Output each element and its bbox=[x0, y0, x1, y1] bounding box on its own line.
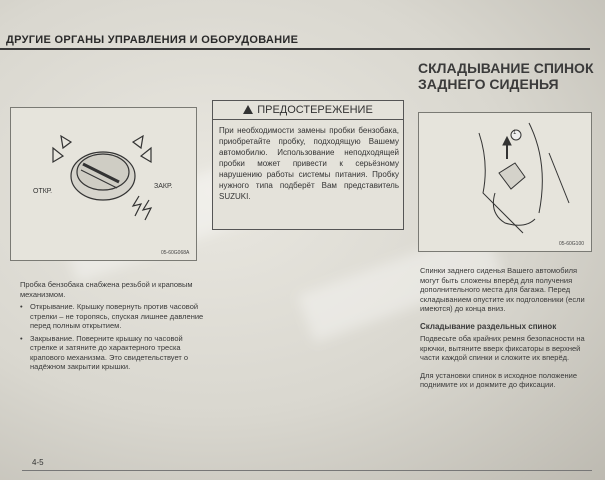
warning-icon bbox=[243, 105, 253, 114]
page-number: 4-5 bbox=[32, 458, 44, 467]
bullet-opening: • Открывание. Крышку повернуть против часовой стрелки – не торопясь, спуская лишнее давление перед полным открытием. bbox=[20, 302, 205, 331]
left-column-text bbox=[20, 280, 205, 375]
right-column-text bbox=[420, 266, 592, 393]
right-title-line1: СКЛАДЫВАНИЕ СПИНОК bbox=[418, 60, 594, 76]
seat-illustration bbox=[419, 113, 591, 251]
fuel-cap-intro: Пробка бензобака снабжена резьбой и краповым механизмом. bbox=[20, 280, 193, 299]
seat-subheading: Складывание раздельных спинок bbox=[420, 321, 557, 331]
seat-step1: Подвесьте оба крайних ремня безопасности на крючки, вытяните вверх фиксаторы в верхней части каждой спинки и сложите их вперёд. bbox=[420, 334, 585, 362]
right-section-title bbox=[418, 60, 598, 92]
label-close: ЗАКР. bbox=[154, 183, 173, 190]
right-title-line2: ЗАДНЕГО СИДЕНЬЯ bbox=[418, 76, 559, 92]
seat-step2: Для установки спинок в исходное положение поднимите их и дожмите до фиксации. bbox=[420, 370, 577, 389]
label-open: ОТКР. bbox=[33, 188, 53, 195]
fuel-cap-figure bbox=[10, 107, 197, 261]
warning-header bbox=[213, 101, 403, 120]
bullet-closing: • Закрывание. Поверните крышку по часовой стрелке и затяните до характерного треска кpапового механизма. Это свидетельствует о надёжном закрытии крышки. bbox=[20, 334, 205, 372]
warning-text: При необходимости замены пробки бензобака, приобретайте пробку, подходящую Вашему автомобилю. Использование неподходящей пробки может привести к серьёзному нарушению работы системы питания. Пробку нужного типа подберёт Вам представитель SUZUKI. bbox=[219, 126, 399, 201]
figure-marker: 1 bbox=[513, 130, 517, 136]
figure-code: 05-60G100 bbox=[559, 241, 585, 247]
seat-figure bbox=[418, 112, 592, 252]
warning-box bbox=[212, 100, 404, 230]
warning-title: ПРЕДОСТЕРЕЖЕНИЕ bbox=[257, 104, 373, 116]
figure-code: 05-60G068A bbox=[161, 250, 190, 256]
footer-rule bbox=[22, 470, 592, 471]
section-header: ДРУГИЕ ОРГАНЫ УПРАВЛЕНИЯ И ОБОРУДОВАНИЕ bbox=[6, 34, 299, 46]
header-rule bbox=[0, 48, 590, 50]
seat-intro: Спинки заднего сиденья Вашего автомобиля могут быть сложены вперёд для получения дополнительного места для багажа. Перед складыванием опустите их подголовники (если имеются) до конца вниз. bbox=[420, 266, 585, 313]
